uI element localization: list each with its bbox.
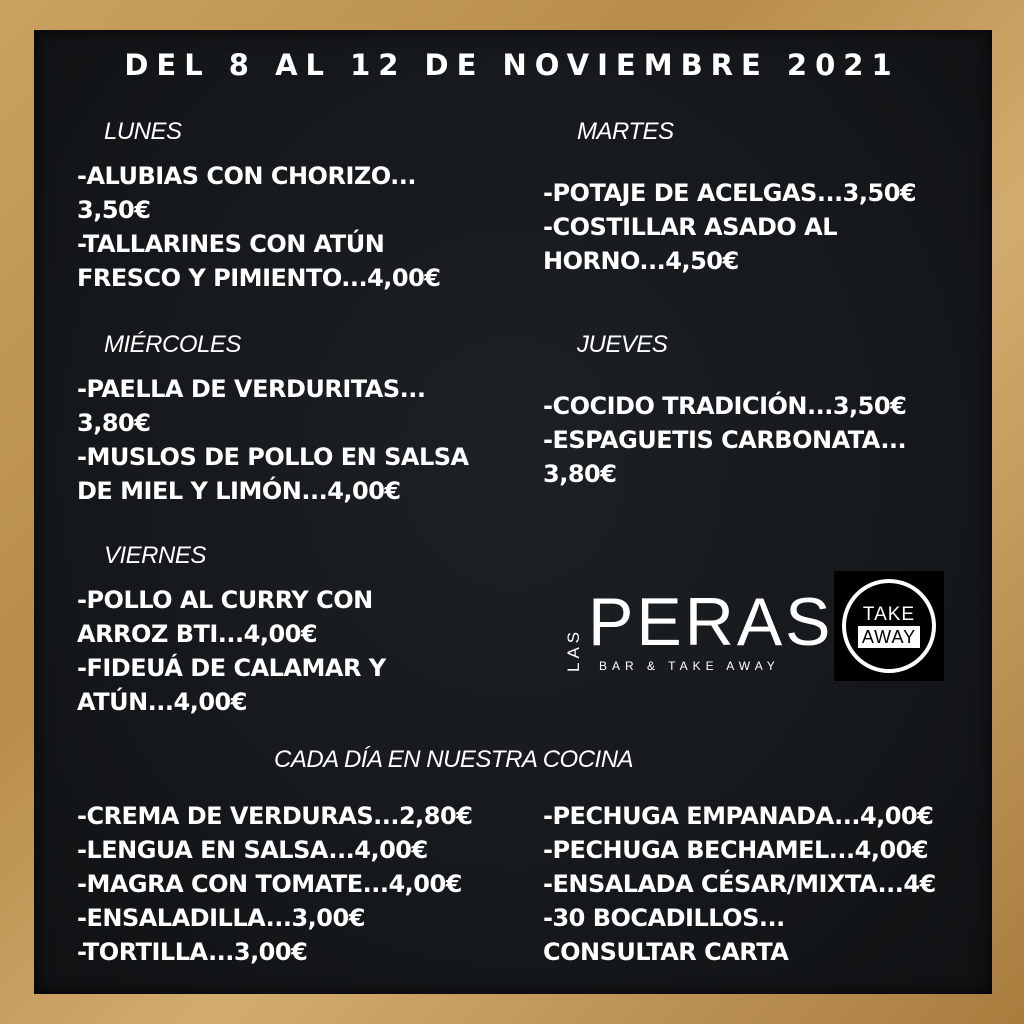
menu-line: -ENSALADA CÉSAR/MIXTA...4€	[543, 870, 936, 898]
day-label-lunes: LUNES	[104, 118, 182, 145]
logo-wordmark: PERAS	[588, 584, 834, 660]
take-away-badge	[834, 571, 944, 681]
menu-line: -MAGRA CON TOMATE...4,00€	[77, 870, 462, 898]
menu-line: -FIDEUÁ DE CALAMAR Y	[77, 654, 386, 682]
menu-line: -COSTILLAR ASADO AL	[543, 213, 838, 241]
menu-line: ARROZ BTI...4,00€	[77, 620, 318, 648]
menu-line: -POTAJE DE ACELGAS...3,50€	[543, 179, 917, 207]
logo-side-text: LAS	[564, 627, 583, 672]
logo-tagline: BAR & TAKE AWAY	[599, 659, 780, 673]
week-title: DEL 8 AL 12 DE NOVIEMBRE 2021	[124, 48, 900, 82]
day-label-martes: MARTES	[577, 118, 674, 145]
menu-line: 3,80€	[543, 460, 617, 488]
day-label-miercoles: MIÉRCOLES	[104, 331, 241, 358]
menu-line: -COCIDO TRADICIÓN...3,50€	[543, 392, 907, 420]
menu-line: -TORTILLA...3,00€	[77, 938, 308, 966]
menu-line: -PAELLA DE VERDURITAS...	[77, 375, 426, 403]
badge-top-text: TAKE	[862, 604, 916, 625]
menu-line: FRESCO Y PIMIENTO...4,00€	[77, 264, 441, 292]
menu-line: -30 BOCADILLOS...	[543, 904, 785, 932]
menu-line: -ESPAGUETIS CARBONATA...	[543, 426, 907, 454]
menu-line: -POLLO AL CURRY CON	[77, 586, 373, 614]
menu-line: HORNO...4,50€	[543, 247, 739, 275]
menu-line: -PECHUGA EMPANADA...4,00€	[543, 802, 934, 830]
menu-line: -CREMA DE VERDURAS...2,80€	[77, 802, 473, 830]
badge-bottom-text: AWAY	[858, 626, 920, 648]
menu-line: DE MIEL Y LIMÓN...4,00€	[77, 477, 401, 505]
menu-line: -PECHUGA BECHAMEL...4,00€	[543, 836, 929, 864]
menu-line: -TALLARINES CON ATÚN	[77, 230, 385, 258]
menu-line: 3,80€	[77, 409, 151, 437]
menu-line: -MUSLOS DE POLLO EN SALSA	[77, 443, 469, 471]
day-label-jueves: JUEVES	[577, 331, 668, 358]
daily-heading: CADA DÍA EN NUESTRA COCINA	[274, 746, 634, 773]
menu-line: 3,50€	[77, 196, 151, 224]
menu-line: -ENSALADILLA...3,00€	[77, 904, 365, 932]
menu-line: -LENGUA EN SALSA...4,00€	[77, 836, 428, 864]
day-label-viernes: VIERNES	[104, 542, 206, 569]
menu-line: CONSULTAR CARTA	[543, 938, 789, 966]
menu-line: -ALUBIAS CON CHORIZO...	[77, 162, 416, 190]
menu-line: ATÚN...4,00€	[77, 688, 247, 716]
